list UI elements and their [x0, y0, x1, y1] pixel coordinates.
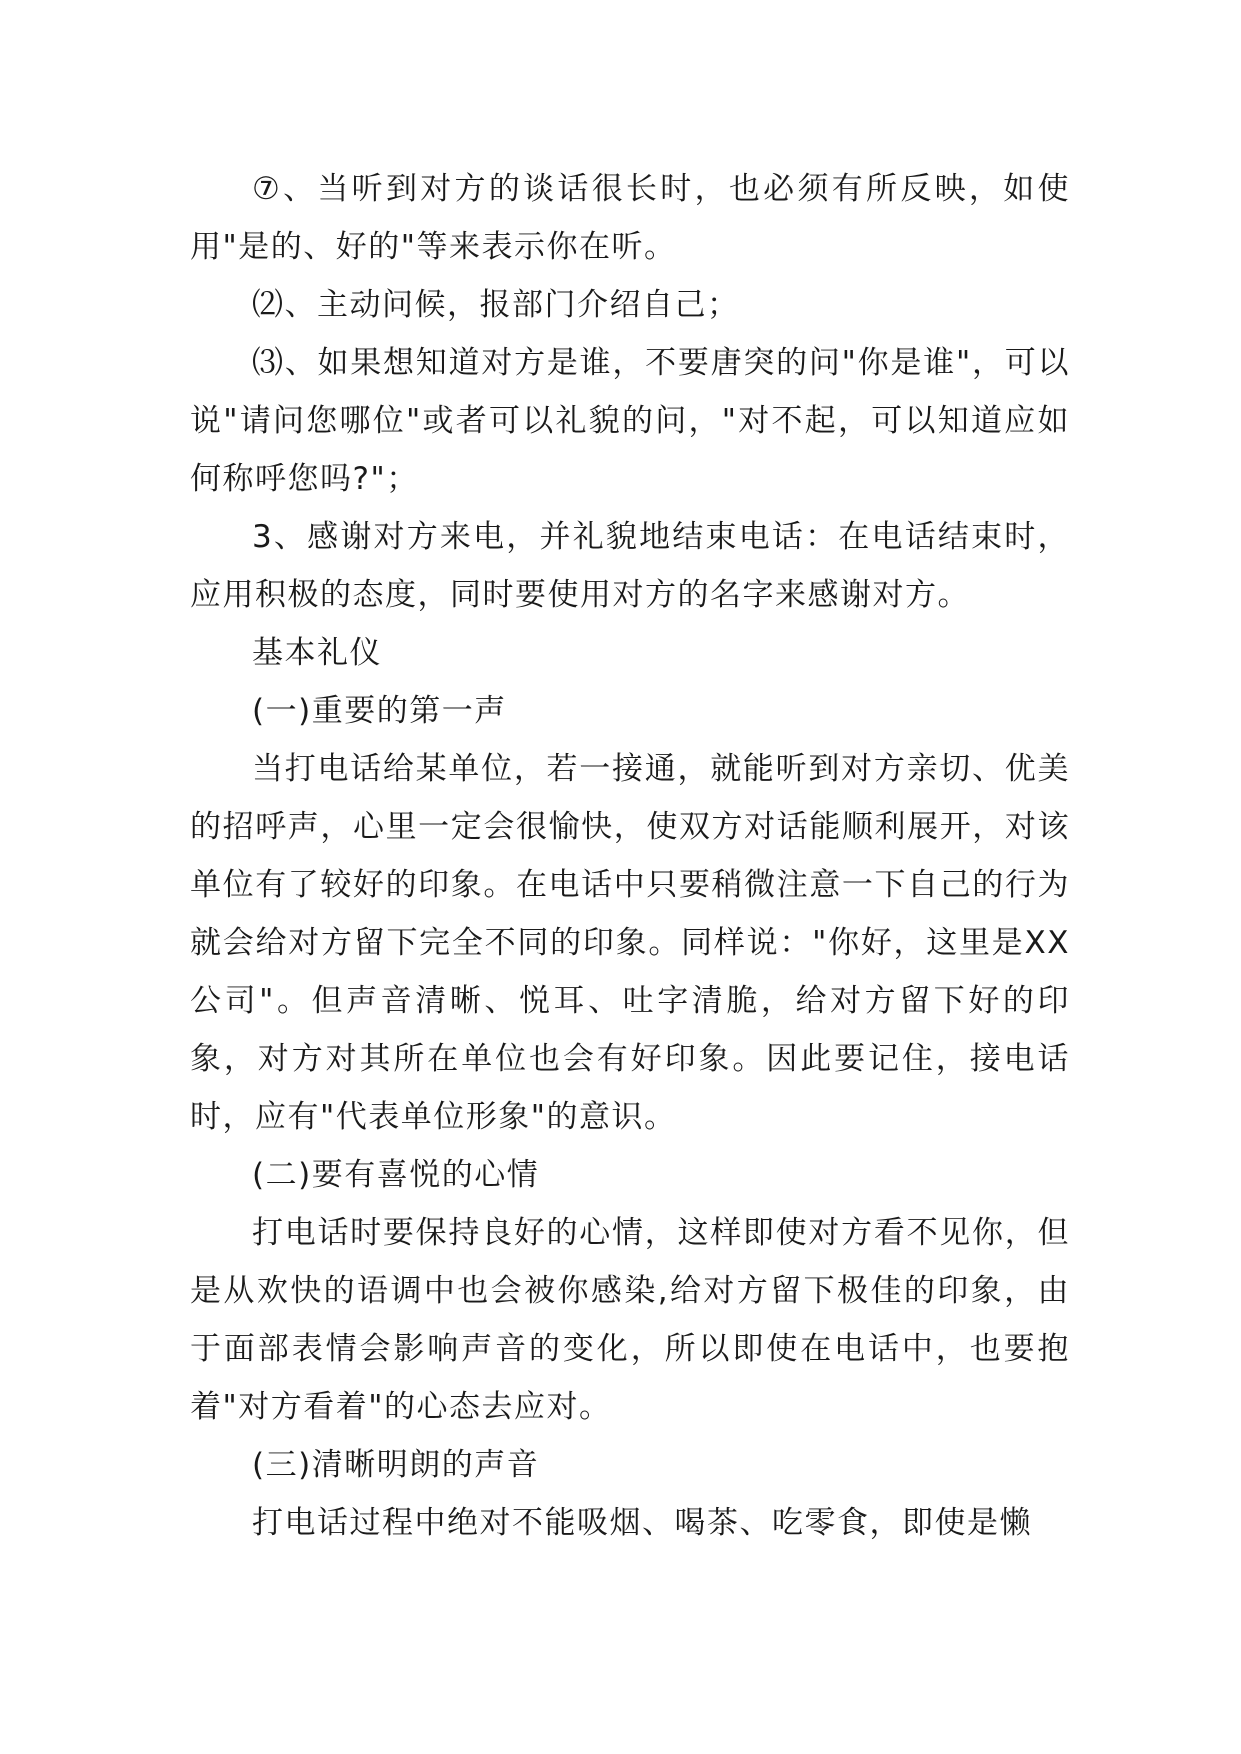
paragraph-greeting: ⑵、主动问候，报部门介绍自己； [252, 287, 740, 323]
paragraph-listening-feedback: ⑦、当听到对方的谈话很长时，也必须有所反映，如使用"是的、好的"等来表示你在听。 [190, 171, 1070, 265]
paragraph-first-sound: 当打电话给某单位，若一接通，就能听到对方亲切、优美的招呼声，心里一定会很愉快，使双方对话能顺利展开，对该单位有了较好的印象。在电话中只要稍微注意一下自己的行为就会给对方留下完全不同的印象。同样说："你好，这里是XX公司"。但声音清晰、悦耳、吐字清脆，给对方留下好的印象，对方对其所在单位也会有好印象。因此要记住，接电话时，应有"代表单位形象"的意识。 [190, 751, 1070, 1135]
subheading-first-sound: (一)重要的第一声 [252, 693, 507, 729]
subheading-pleasant-mood: (二)要有喜悦的心情 [252, 1157, 540, 1193]
subheading-clear-voice: (三)清晰明朗的声音 [252, 1447, 540, 1483]
paragraph-clear-voice: 打电话过程中绝对不能吸烟、喝茶、吃零食，即使是懒 [252, 1505, 1032, 1541]
document-body [190, 160, 1070, 1552]
section-heading-basic-etiquette: 基本礼仪 [252, 635, 382, 671]
paragraph-ask-identity: ⑶、如果想知道对方是谁，不要唐突的问"你是谁"，可以说"请问您哪位"或者可以礼貌的问，"对不起，可以知道应如何称呼您吗?"； [190, 345, 1070, 497]
paragraph-thank-caller: 3、感谢对方来电，并礼貌地结束电话：在电话结束时，应用积极的态度，同时要使用对方的名字来感谢对方。 [190, 519, 1070, 613]
paragraph-pleasant-mood: 打电话时要保持良好的心情，这样即使对方看不见你，但是从欢快的语调中也会被你感染,给对方留下极佳的印象，由于面部表情会影响声音的变化，所以即使在电话中，也要抱着"对方看着"的心态去应对。 [190, 1215, 1070, 1425]
